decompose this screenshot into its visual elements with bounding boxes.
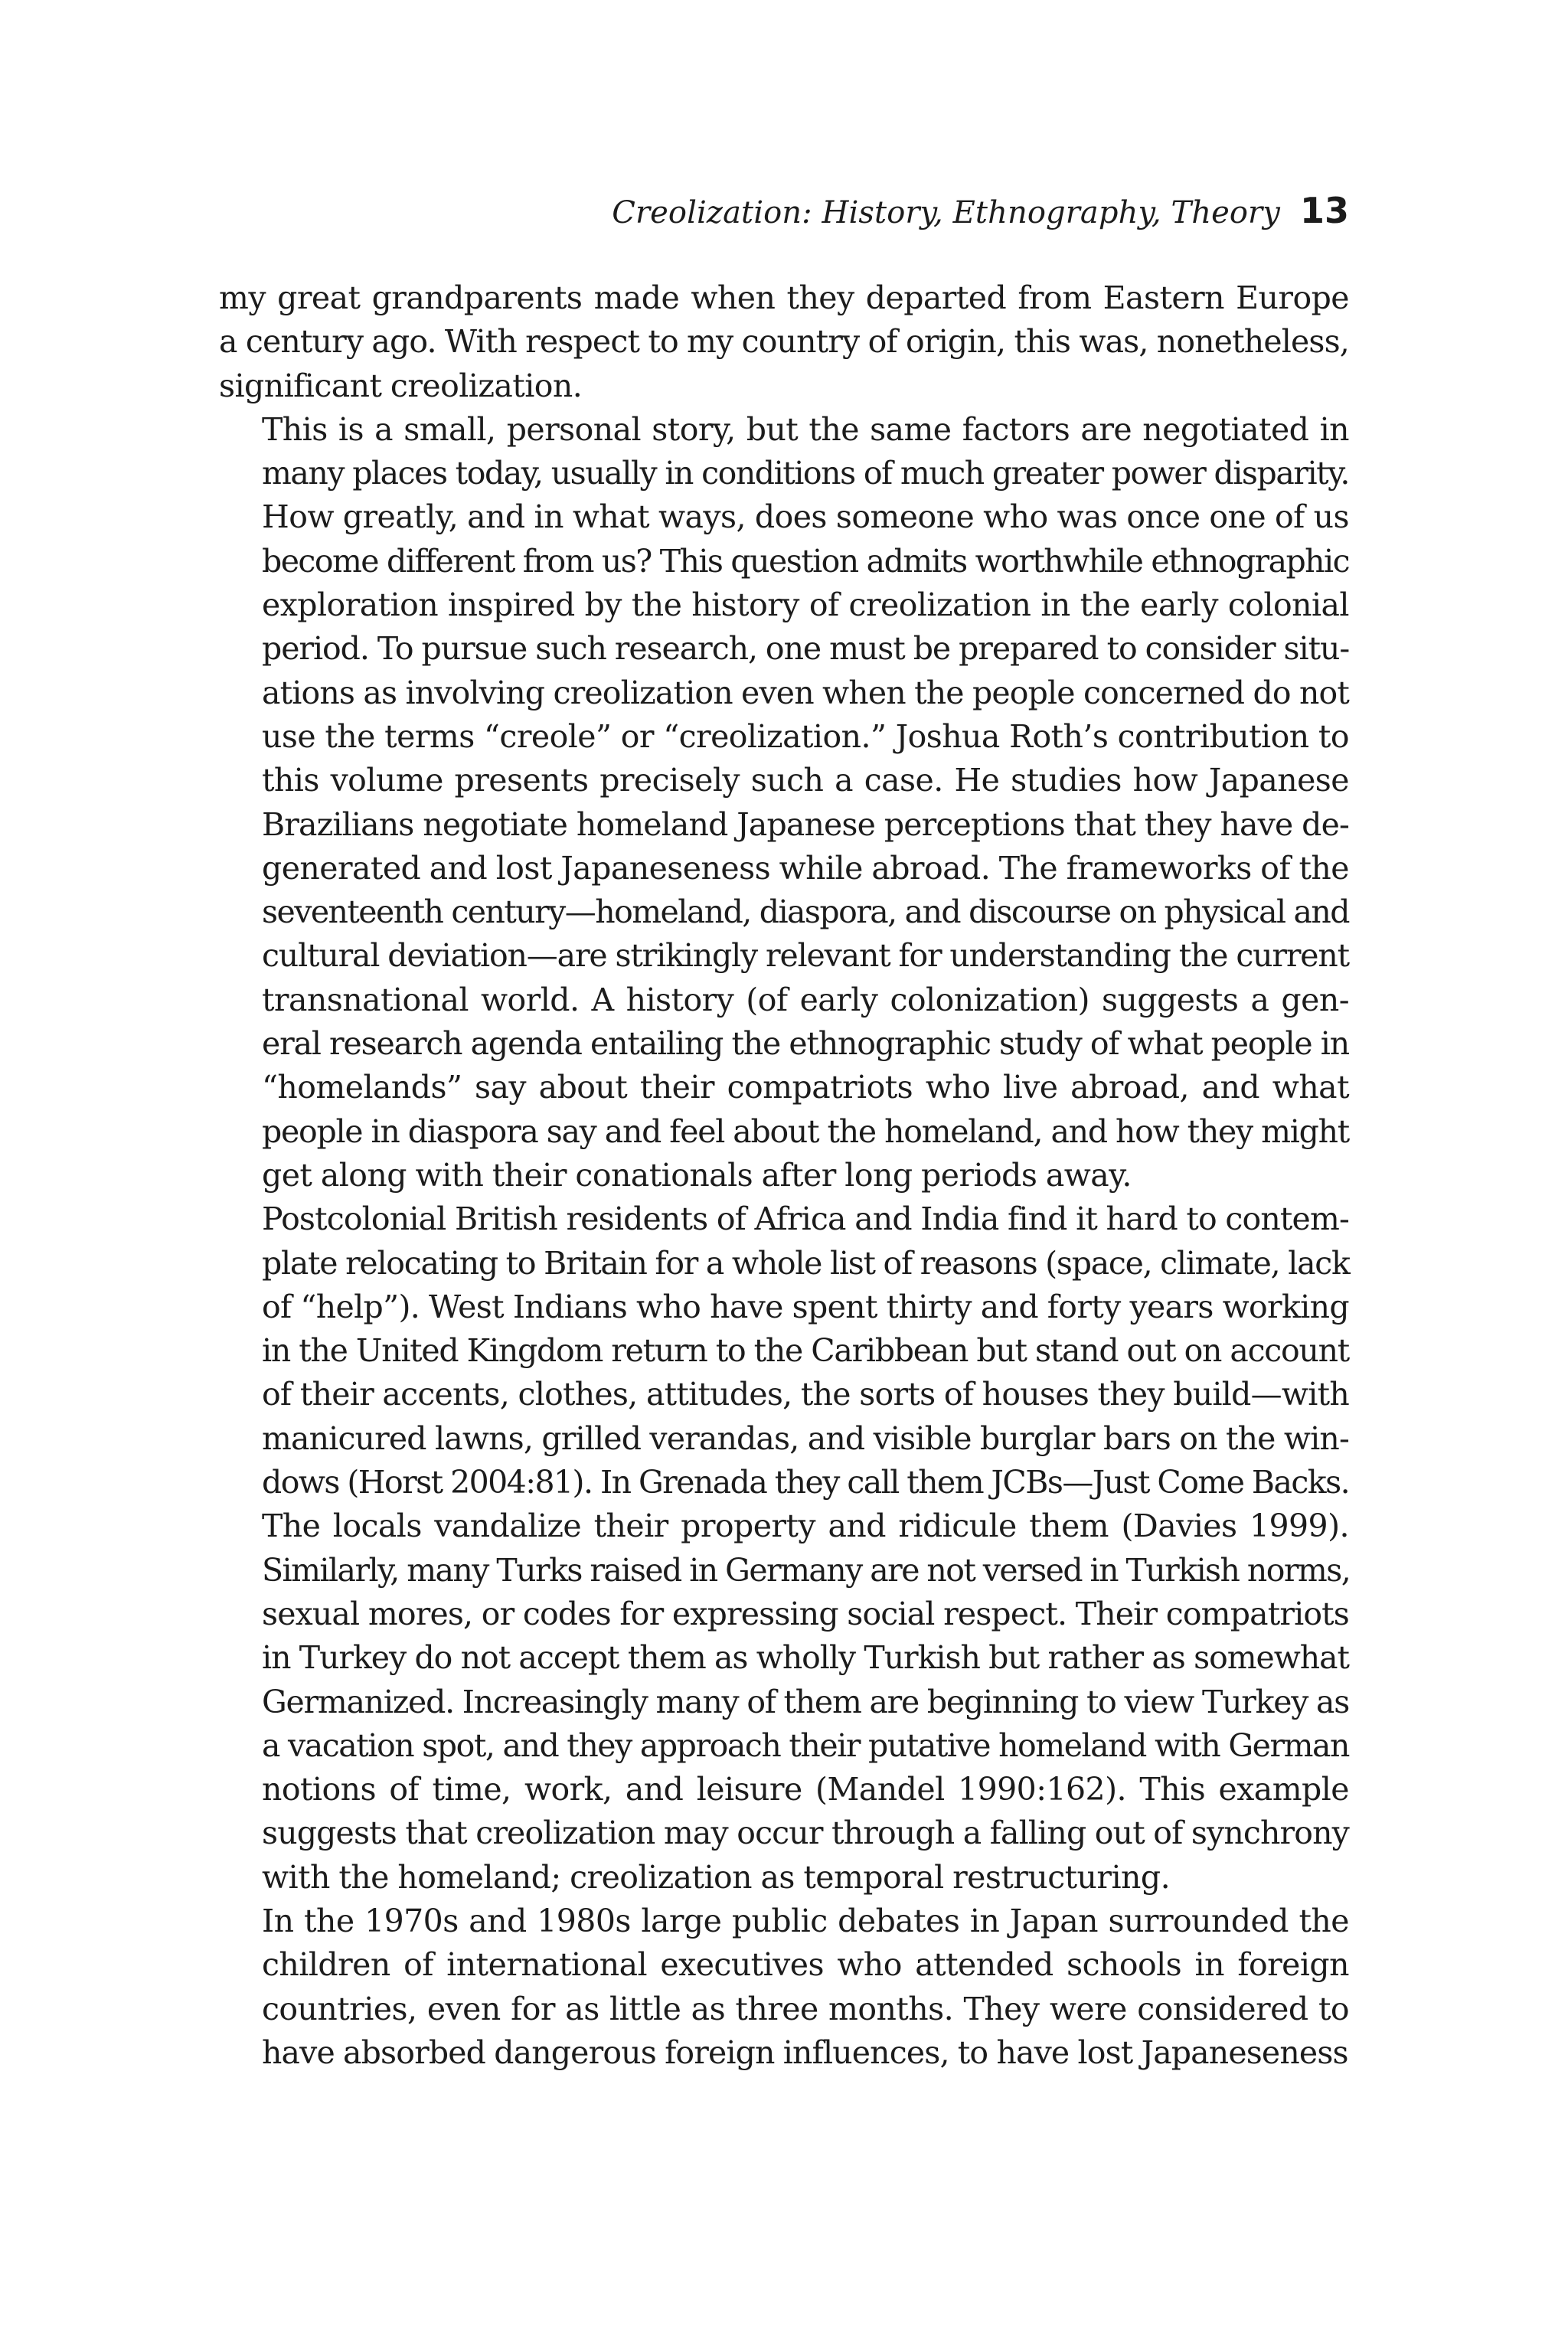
text-line: Postcolonial British residents of Africa and India find it hard to contem-	[262, 1200, 1349, 1238]
paragraph	[219, 1197, 1349, 1900]
text-line: have absorbed dangerous foreign influences, to have lost Japaneseness	[262, 2034, 1348, 2071]
text-line: Brazilians negotiate homeland Japanese perceptions that they have de-	[262, 805, 1349, 843]
text-line: notions of time, work, and leisure (Mandel 1990:162). This example	[262, 1771, 1349, 1808]
text-line: ations as involving creolization even when the people concerned do not	[262, 674, 1349, 711]
text-line: Similarly, many Turks raised in Germany are not versed in Turkish norms,	[262, 1551, 1351, 1589]
text-line: of “help”). West Indians who have spent thirty and forty years working	[262, 1288, 1349, 1325]
text-line: generated and lost Japaneseness while abroad. The frameworks of the	[262, 849, 1349, 887]
text-line: my great grandparents made when they departed from Eastern Europe	[219, 279, 1349, 316]
text-line: plate relocating to Britain for a whole list of reasons (space, climate, lack	[262, 1244, 1350, 1282]
paragraph	[219, 1900, 1349, 2075]
text-line: children of international executives who attended schools in foreign	[262, 1946, 1349, 1984]
text-line: This is a small, personal story, but the same factors are negotiated in	[262, 410, 1349, 448]
text-line: Germanized. Increasingly many of them are beginning to view Turkey as	[262, 1683, 1349, 1720]
text-line: “homelands” say about their compatriots who live abroad, and what	[262, 1069, 1349, 1106]
text-line: people in diaspora say and feel about the homeland, and how they might	[262, 1112, 1349, 1150]
text-line: eral research agenda entailing the ethnographic study of what people in	[262, 1025, 1349, 1063]
text-line: period. To pursue such research, one must be prepared to consider situ-	[262, 630, 1350, 668]
text-line: a century ago. With respect to my country of origin, this was, nonetheless,	[219, 323, 1349, 361]
text-line: manicured lawns, grilled verandas, and visible burglar bars on the win-	[262, 1419, 1349, 1457]
text-line: many places today, usually in conditions of much greater power disparity.	[262, 455, 1349, 492]
text-line: suggests that creolization may occur through a falling out of synchrony	[262, 1815, 1349, 1852]
paragraph	[219, 276, 1349, 408]
text-line: get along with their conationals after long periods away.	[262, 1156, 1132, 1194]
page-number: 13	[1299, 190, 1349, 231]
text-line: exploration inspired by the history of creolization in the early colonial	[262, 586, 1349, 624]
text-line: The locals vandalize their property and ridicule them (Davies 1999).	[262, 1508, 1349, 1545]
text-line: become different from us? This question admits worthwhile ethnographic	[262, 542, 1349, 580]
text-line: How greatly, and in what ways, does someone who was once one of us	[262, 498, 1349, 536]
text-line: this volume presents precisely such a case. He studies how Japanese	[262, 762, 1349, 799]
running-head	[219, 190, 1349, 240]
text-line: in the United Kingdom return to the Caribbean but stand out on account	[262, 1332, 1349, 1370]
text-line: of their accents, clothes, attitudes, the sorts of houses they build—with	[262, 1376, 1349, 1413]
text-line: In the 1970s and 1980s large public debates in Japan surrounded the	[262, 1902, 1349, 1939]
text-line: countries, even for as little as three months. They were considered to	[262, 1990, 1349, 2027]
text-line: seventeenth century—homeland, diaspora, and discourse on physical and	[262, 893, 1349, 931]
text-line: sexual mores, or codes for expressing social respect. Their compatriots	[262, 1595, 1349, 1632]
text-line: with the homeland; creolization as temporal restructuring.	[262, 1858, 1171, 1896]
text-line: dows (Horst 2004:81). In Grenada they call them JCBs—Just Come Backs.	[262, 1464, 1350, 1501]
text-line: cultural deviation—are strikingly relevant for understanding the current	[262, 937, 1349, 975]
text-line: use the terms “creole” or “creolization.” Joshua Roth’s contribution to	[262, 717, 1349, 755]
body-text	[219, 276, 1349, 2075]
text-line: in Turkey do not accept them as wholly Turkish but rather as somewhat	[262, 1639, 1349, 1677]
text-line: significant creolization.	[219, 367, 583, 404]
text-line: a vacation spot, and they approach their putative homeland with German	[262, 1726, 1349, 1764]
paragraph	[219, 408, 1349, 1197]
running-title: Creolization: History, Ethnography, Theory	[612, 195, 1280, 230]
text-line: transnational world. A history (of early colonization) suggests a gen-	[262, 981, 1349, 1018]
